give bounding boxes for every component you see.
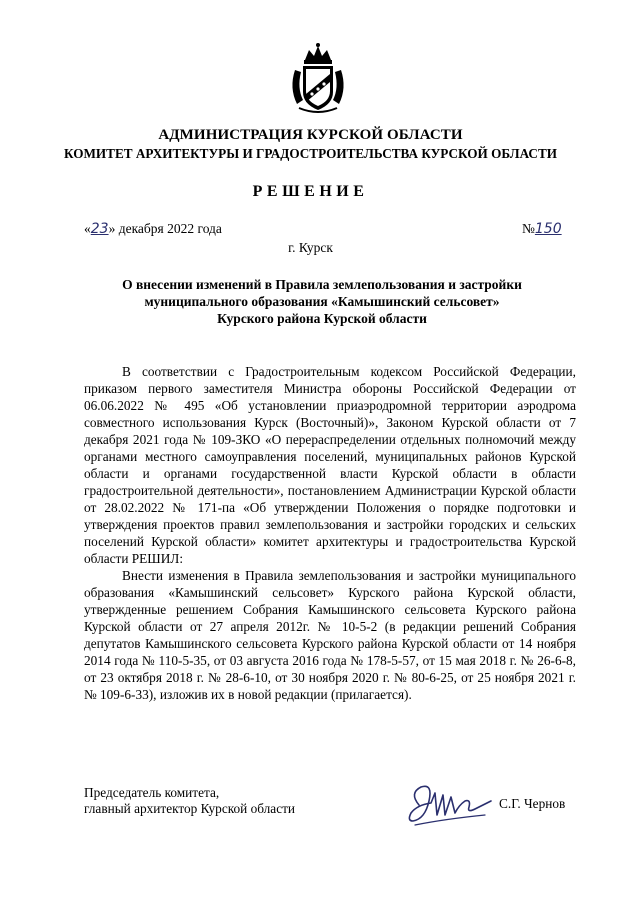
body-paragraph-2: Внести изменения в Правила землепользования и застройки муниципального образования «Камышинский сельсовет» Курского района Курской области, утвержденные решением Собрания Камышинского сельсовета Курского района Курской области от 27 апреля 2012г. № 10-5-2 (в редакции решений Собрания депутатов Камышинского сельсовета Курского района Курской области от 14 ноября 2014 года № 110-5-35, от 03 августа 2016 года № 178-5-57, от 15 мая 2018 г. № 26-6-8, от 23 октября 2018 г. № 28-6-10, от 30 ноября 2020 г. № 80-6-25, от 25 ноября 2021 г. № 109-6-33), изложив их в новой редакции (прилагается). xyxy=(84,568,576,702)
subject-line-3: Курского района Курской области xyxy=(217,311,427,326)
signer-position-line-2: главный архитектор Курской области xyxy=(84,801,296,816)
date-rest: » декабря 2022 года xyxy=(108,221,222,236)
document-subject xyxy=(92,276,552,327)
coat-of-arms-icon xyxy=(287,42,349,114)
organization-title: АДМИНИСТРАЦИЯ КУРСКОЙ ОБЛАСТИ xyxy=(158,127,463,143)
document-city: г. Курск xyxy=(288,240,333,255)
signer-position-line-1: Председатель комитета, xyxy=(84,785,220,800)
date-open-quote: « xyxy=(84,221,91,236)
date-day-handwritten: 23 xyxy=(90,221,109,237)
document-type: РЕШЕНИЕ xyxy=(252,183,369,200)
subject-line-1: О внесении изменений в Правила землепользования и застройки xyxy=(122,277,522,292)
subject-line-2: муниципального образования «Камышинский сельсовет» xyxy=(144,294,500,309)
handwritten-signature xyxy=(405,775,495,831)
committee-title: КОМИТЕТ АРХИТЕКТУРЫ И ГРАДОСТРОИТЕЛЬСТВА КУРСКОЙ ОБЛАСТИ xyxy=(63,146,558,161)
number-handwritten: 150 xyxy=(534,221,562,237)
body-paragraph-1: В соответствии с Градостроительным кодексом Российской Федерации, приказом первого заместителя Министра обороны Российской Федерации от 06.06.2022 № 495 «Об установлении приаэродромной территории аэродрома совместного использования Курск (Восточный)», Законом Курской области от 7 декабря 2021 года № 109-ЗКО «О перераспределении отдельных полномочий между органами местного самоуправления поселений, муниципальных районов Курской области и органами государственной власти Курской области в области градостроительной деятельности», постановлением Администрации Курской области от 28.02.2022 № 171-па «Об утверждении Положения о порядке подготовки и утверждения проектов правил землепользования и застройки городских и сельских поселений Курской области» комитет архитектуры и градостроительства Курской области РЕШИЛ: xyxy=(84,364,576,566)
document-body xyxy=(84,363,576,703)
document-date xyxy=(84,221,222,237)
signer-name: С.Г. Чернов xyxy=(499,796,566,811)
document-number xyxy=(522,221,562,237)
number-prefix: № xyxy=(522,221,535,236)
